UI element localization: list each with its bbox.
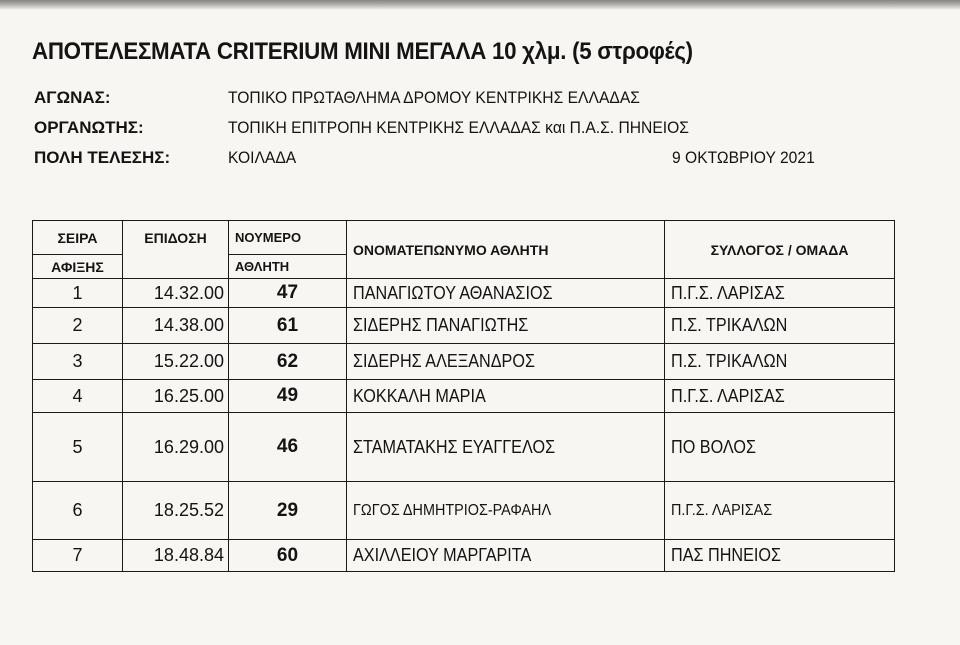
athlete-name-cell: [347, 308, 665, 344]
bib-cell: 60: [229, 540, 347, 572]
athlete-name-cell: [347, 279, 665, 308]
time-cell: 18.48.84: [123, 540, 229, 572]
time-cell: 16.25.00: [123, 380, 229, 413]
athlete-name: ΑΧΙΛΛΕΙΟΥ ΜΑΡΓΑΡΙΤΑ: [353, 545, 532, 565]
athlete-name-cell: [347, 413, 665, 482]
place-cell: 5: [33, 413, 123, 482]
place-cell: 1: [33, 279, 123, 308]
place-cell: 7: [33, 540, 123, 572]
athlete-name-cell: [347, 344, 665, 380]
club-cell: [665, 482, 895, 540]
athlete-name: ΚΟΚΚΑΛΗ ΜΑΡΙΑ: [353, 385, 486, 406]
table-row: [33, 413, 895, 482]
club-name: ΠΑΣ ΠΗΝΕΙΟΣ: [671, 545, 782, 565]
athlete-name: ΓΩΓΟΣ ΔΗΜΗΤΡΙΟΣ-ΡΑΦΑΗΛ: [353, 501, 552, 519]
athlete-name: ΠΑΝΑΓΙΩΤΟΥ ΑΘΑΝΑΣΙΟΣ: [353, 282, 553, 303]
document-title: ΑΠΟΤΕΛΕΣΜΑΤΑ CRITERIUM MINI ΜΕΓΑΛΑ 10 χλμ. (5 στροφές): [32, 38, 693, 65]
time-cell: 14.38.00: [123, 308, 229, 344]
header-time: ΕΠΙΔΟΣΗ: [123, 221, 229, 279]
time-cell: 15.22.00: [123, 344, 229, 380]
table-row: [33, 540, 895, 572]
club-cell: [665, 413, 895, 482]
club-cell: [665, 380, 895, 413]
place-cell: 3: [33, 344, 123, 380]
bib-cell: 29: [229, 482, 347, 540]
time-cell: 16.29.00: [123, 413, 229, 482]
header-number: ΝΟΥΜΕΡΟ: [229, 221, 347, 255]
race-value: ΤΟΠΙΚΟ ΠΡΩΤΑΘΛΗΜΑ ΔΡΟΜΟΥ ΚΕΝΤΡΙΚΗΣ ΕΛΛΑΔΑΣ: [228, 88, 640, 107]
athlete-name-cell: [347, 540, 665, 572]
header-number-line2: ΑΘΛΗΤΗ: [229, 255, 347, 279]
club-cell: [665, 344, 895, 380]
athlete-name: ΣΤΑΜΑΤΑΚΗΣ ΕΥΑΓΓΕΛΟΣ: [353, 436, 556, 457]
bib-cell: 61: [229, 308, 347, 344]
table-row: [33, 482, 895, 540]
organizer-label: ΟΡΓΑΝΩΤΗΣ:: [34, 118, 144, 137]
table-row: [33, 344, 895, 380]
club-name: Π.Γ.Σ. ΛΑΡΙΣΑΣ: [671, 282, 785, 303]
club-cell: [665, 279, 895, 308]
header-order: ΣΕΙΡΑ: [33, 221, 123, 255]
header-order-line2: ΑΦΙΞΗΣ: [33, 255, 123, 279]
table-row: [33, 308, 895, 344]
bib-cell: 49: [229, 380, 347, 413]
athlete-name: ΣΙΔΕΡΗΣ ΑΛΕΞΑΝΔΡΟΣ: [353, 351, 535, 371]
club-cell: [665, 540, 895, 572]
club-cell: [665, 308, 895, 344]
header-name: ΟΝΟΜΑΤΕΠΩΝΥΜΟ ΑΘΛΗΤΗ: [347, 221, 665, 279]
bib-cell: 62: [229, 344, 347, 380]
club-name: Π.Γ.Σ. ΛΑΡΙΣΑΣ: [671, 501, 773, 519]
race-date: 9 ΟΚΤΩΒΡΙΟΥ 2021: [672, 148, 815, 167]
club-name: ΠΟ ΒΟΛΟΣ: [671, 436, 757, 457]
time-cell: 14.32.00: [123, 279, 229, 308]
city-label: ΠΟΛΗ ΤΕΛΕΣΗΣ:: [34, 148, 171, 167]
club-name: Π.Σ. ΤΡΙΚΑΛΩΝ: [671, 351, 788, 371]
place-cell: 6: [33, 482, 123, 540]
athlete-name: ΣΙΔΕΡΗΣ ΠΑΝΑΓΙΩΤΗΣ: [353, 315, 529, 335]
table-row: [33, 380, 895, 413]
results-table: [32, 220, 895, 572]
club-name: Π.Σ. ΤΡΙΚΑΛΩΝ: [671, 315, 788, 335]
place-cell: 2: [33, 308, 123, 344]
bib-cell: 47: [229, 279, 347, 308]
organizer-value: ΤΟΠΙΚΗ ΕΠΙΤΡΟΠΗ ΚΕΝΤΡΙΚΗΣ ΕΛΛΑΔΑΣ και Π.Α.Σ. ΠΗΝΕΙΟΣ: [228, 118, 689, 137]
athlete-name-cell: [347, 482, 665, 540]
athlete-name-cell: [347, 380, 665, 413]
header-club: ΣΥΛΛΟΓΟΣ / ΟΜΑΔΑ: [665, 221, 895, 279]
bib-cell: 46: [229, 413, 347, 482]
race-label: ΑΓΩΝΑΣ:: [34, 88, 111, 107]
table-row: [33, 279, 895, 308]
place-cell: 4: [33, 380, 123, 413]
time-cell: 18.25.52: [123, 482, 229, 540]
club-name: Π.Γ.Σ. ΛΑΡΙΣΑΣ: [671, 385, 785, 406]
city-value: ΚΟΙΛΑΔΑ: [228, 148, 297, 167]
header-row-1: [33, 221, 895, 255]
scan-edge-shadow: [0, 0, 960, 10]
